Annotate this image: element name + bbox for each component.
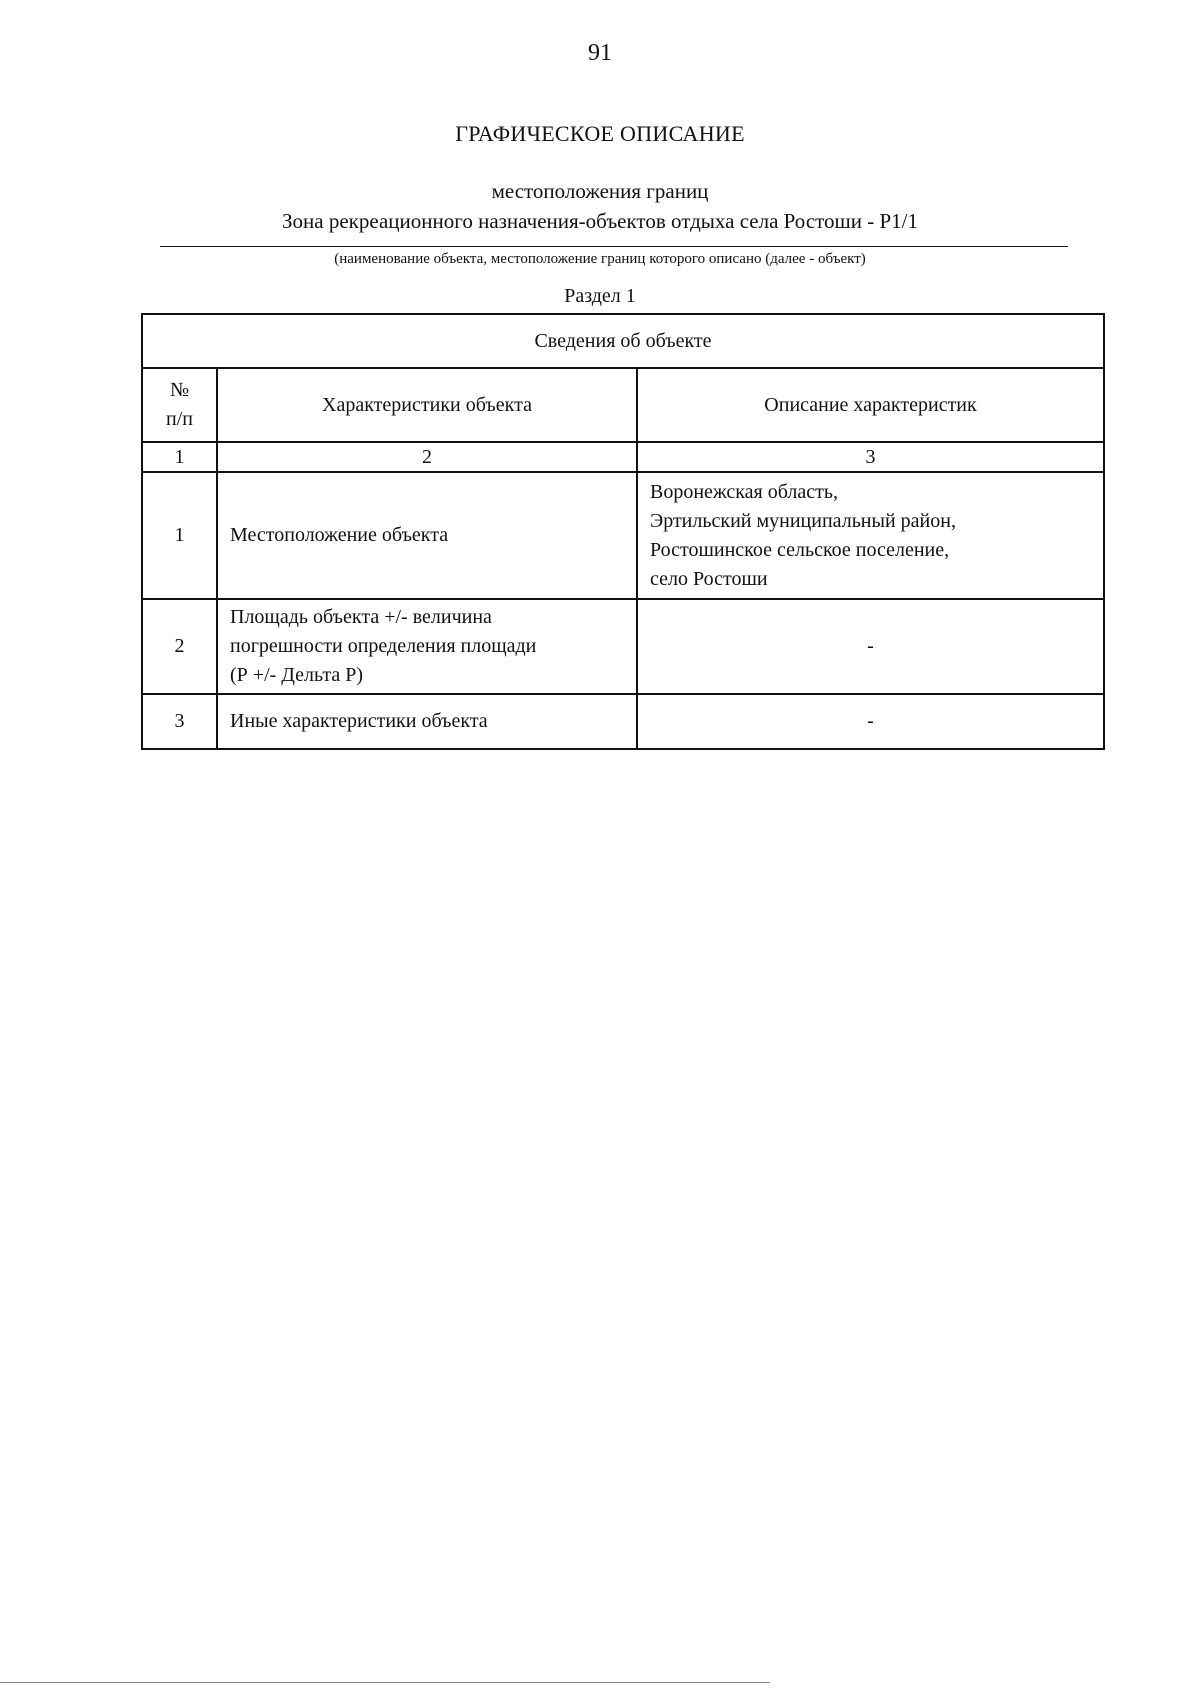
row-characteristic: Иные характеристики объекта xyxy=(217,694,637,749)
row-number: 1 xyxy=(142,472,217,599)
table-title: Сведения об объекте xyxy=(142,314,1104,368)
object-info-table xyxy=(141,313,1105,750)
table-row xyxy=(142,694,1104,749)
row-number: 2 xyxy=(142,599,217,694)
document-subtitle xyxy=(0,176,1200,236)
table-row xyxy=(142,599,1104,694)
page-number: 91 xyxy=(588,40,612,66)
subtitle-line-2: Зона рекреационного назначения-объектов отдыха села Ростоши - Р1/1 xyxy=(282,209,918,233)
document-title: ГРАФИЧЕСКОЕ ОПИСАНИЕ xyxy=(455,121,745,146)
table-header-row xyxy=(142,368,1104,442)
column-number: 3 xyxy=(637,442,1104,472)
table-row xyxy=(142,472,1104,599)
column-number: 1 xyxy=(142,442,217,472)
row-description: - xyxy=(637,694,1104,749)
header-number: № п/п xyxy=(142,368,217,442)
scan-edge-line xyxy=(0,1682,770,1683)
header-description: Описание характеристик xyxy=(637,368,1104,442)
row-number: 3 xyxy=(142,694,217,749)
header-characteristics: Характеристики объекта xyxy=(217,368,637,442)
section-label: Раздел 1 xyxy=(564,285,636,307)
column-number: 2 xyxy=(217,442,637,472)
row-characteristic: Местоположение объекта xyxy=(217,472,637,599)
row-description: Воронежская область, Эртильский муниципальный район, Ростошинское сельское поселение, село Ростоши xyxy=(637,472,1104,599)
table-title-row xyxy=(142,314,1104,368)
row-description: - xyxy=(637,599,1104,694)
subtitle-line-1: местоположения границ xyxy=(491,179,709,203)
column-number-row xyxy=(142,442,1104,472)
underline-caption: (наименование объекта, местоположение границ которого описано (далее - объект) xyxy=(334,251,866,267)
row-characteristic: Площадь объекта +/- величина погрешности определения площади (Р +/- Дельта Р) xyxy=(217,599,637,694)
title-underline xyxy=(160,246,1068,247)
